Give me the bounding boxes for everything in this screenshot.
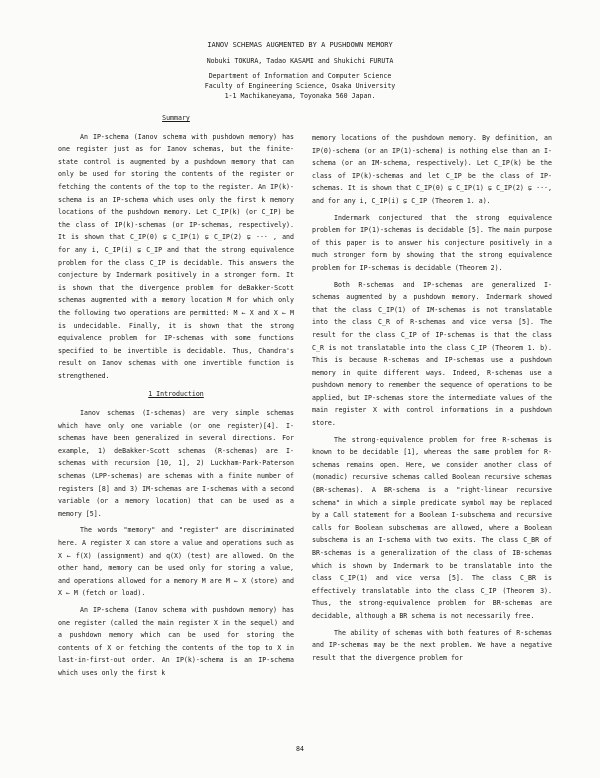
introduction-heading: 1 Introduction	[148, 390, 204, 399]
right-column	[312, 132, 552, 664]
left-column	[58, 114, 294, 680]
paper-header	[0, 40, 600, 101]
right-paragraph-1: memory locations of the pushdown memory. By definition, an IP(0)-schema (or an IP(1)-schema) is nothing else than an I-schema (or an IM-schema, respectively). Let C_IP(k) be the class of IP(k)-schemas and let C_IP be the class of IP-schemas. It is shown that C_IP(0) ⊊ C_IP(1) ⊊ C_IP(2) ⊊ ···, and for any i, C_IP(i) ⊊ C_IP (Theorem 1. a).	[312, 134, 552, 205]
page-number: 84	[296, 745, 304, 754]
summary-heading: Summary	[162, 114, 190, 122]
right-paragraph-5: The ability of schemas with both features of R-schemas and IP-schemas may be the next problem. We have a negative result that the divergence problem for	[312, 628, 552, 662]
right-paragraph-3: Both R-schemas and IP-schemas are generalized I-schemas augmented by a pushdown memory. Indermark showed that the class C_IP(1) of IM-schemas is not translatable into the class C_R of R-schemas and vice versa [5]. The result for the class C_IP of IP-schemas is that the class C_R is not translatable into the class C_IP (Theorem 1. b). This is because R-schemas and IP-schemas use a pushdown memory in quite different ways. Indeed, R-schemas use a pushdown memory to remember the sequence of operations to be applied, but IP-schemas store the intermediate values of the main register X with control informations in a pushdown store.	[312, 280, 552, 428]
intro-paragraph-1: Ianov schemas (I-schemas) are very simple schemas which have only one variable (or one register)[4]. I-schemas have been generalized in several directions. For example, 1) deBakker-Scott schemas (R-schemas) are I-schemas with recursion [10, 1], 2) Luckham-Park-Paterson schemas (LPP-schemas) are schemas with a finite number of registers [8] and 3) IM-schemas are I-schemas with a second variable (or a memory location) that can be used as a memory [5].	[58, 409, 294, 518]
right-paragraph-4: The strong-equivalence problem for free R-schemas is known to be decidable [1], whereas the same problem for R-schemas remains open. Here, we consider another class of (monadic) recursive schemas called Boolean recursive schemas (BR-schemas). A BR-schema is a "right-linear recursive schema" in which a simple predicate symbol may be replaced by a Call statement for a Boolean I-subschema and recursive calls for Boolean subschemas are allowed, where a Boolean subschema is an I-schema with two exits. The class C_BR of BR-schemas is a generalization of the class of IB-schemas which is shown by Indermark to be translatable into the class C_IP(1) and vice versa [5]. The class C_BR is effectively translatable into the class C_IP (Theorem 3). Thus, the strong-equivalence problem for BR-schemas are decidable, although a BR schema is not necessarily free.	[312, 435, 552, 620]
affiliation-line-1: Department of Information and Computer Science	[208, 72, 392, 80]
intro-paragraph-2: The words "memory" and "register" are discriminated here. A register X can store a value and operations such as X ← f(X) (assignment) and q(X) (test) are allowed. On the other hand, memory can be used only for storing a value, and operations allowed for a memory M are M ← X (store) and X ← M (fetch or load).	[58, 526, 294, 598]
intro-paragraph-3: An IP-schema (Ianov schema with pushdown memory) has one register (called the main register X in the sequel) and a pushdown memory which can be used for storing the contents of X or fetching the contents of the top to X in last-in-first-out order. An IP(k)-schema is an IP-schema which uses only the first k	[58, 605, 294, 677]
affiliation-line-2: Faculty of Engineering Science, Osaka University	[204, 82, 396, 90]
paper-title: IANOV SCHEMAS AUGMENTED BY A PUSHDOWN MEMORY	[207, 41, 393, 49]
paper-authors: Nobuki TOKURA, Tadao KASAMI and Shukichi FURUTA	[206, 57, 394, 65]
right-paragraph-2: Indermark conjectured that the strong equivalence problem for IP(1)-schemas is decidable [5]. The main purpose of this paper is to answer his conjecture positively in a much stronger form by showing that the strong equivalence problem for IP-schemas is decidable (Theorem 2).	[312, 213, 552, 272]
affiliation-line-3: 1-1 Machikaneyama, Toyonaka 560 Japan.	[224, 92, 376, 100]
summary-paragraph: An IP-schema (Ianov schema with pushdown memory) has one register just as for Ianov schemas, but the finite-state control is augmented by a pushdown memory that can only be used for storing the contents of the register or fetching the contents of the top to the register. An IP(k)-schema is an IP-schema which uses only the first k memory locations of the pushdown memory. Let C_IP(k) (or C_IP) be the class of IP(k)-schemas (or IP-schemas, respectively). It is shown that C_IP(0) ⊊ C_IP(1) ⊊ C_IP(2) ⊊ ··· , and for any i, C_IP(i) ⊊ C_IP and that the strong equivalence problem for the class C_IP is decidable. This answers the conjecture by Indermark positively in a stronger form. It is shown that the divergence problem for deBakker-Scott schemas augmented with a memory location M for which only the following two operations are permitted: M ← X and X ← M is undecidable. Finally, it is shown that the strong equivalence problem for IP-schemas with some functions specified to be invertible is decidable. Thus, Chandra's result on Ianov schemas with one invertible function is strengthened.	[58, 132, 294, 380]
